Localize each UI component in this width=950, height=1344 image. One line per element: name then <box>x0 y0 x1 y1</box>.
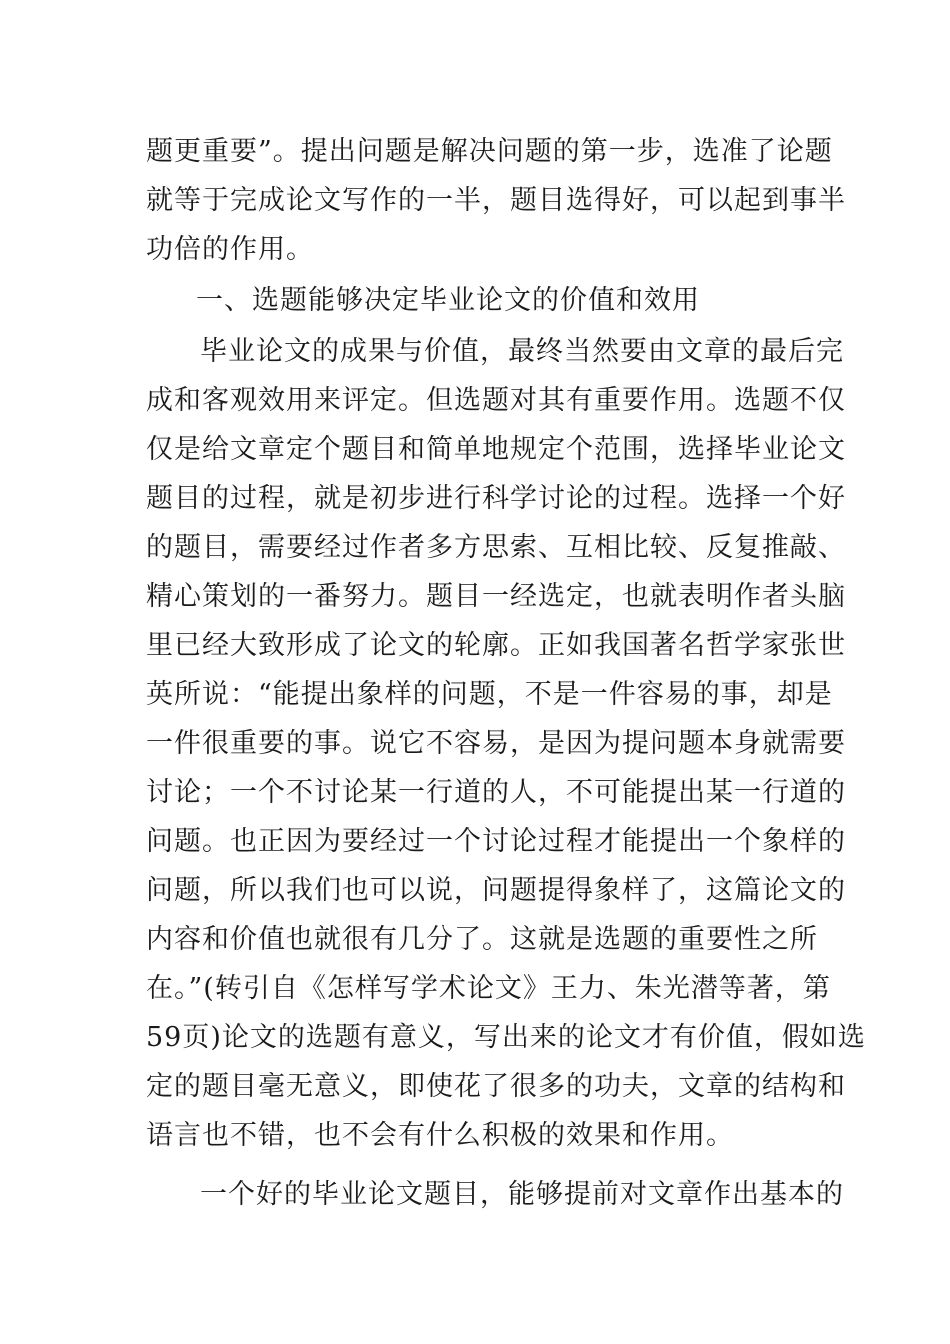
text-line: 讨论；一个不讨论某一行道的人，不可能提出某一行道的 <box>146 777 846 808</box>
paragraph-intro <box>146 127 846 274</box>
text-line: 英所说：“能提出象样的问题，不是一件容易的事，却是 <box>146 679 833 710</box>
heading-line: 一、选题能够决定毕业论文的价值和效用 <box>196 285 700 316</box>
text-line: 功倍的作用。 <box>146 234 314 265</box>
text-line: 语言也不错，也不会有什么积极的效果和作用。 <box>146 1120 734 1151</box>
text-line: 问题，所以我们也可以说，问题提得象样了，这篇论文的 <box>146 875 846 906</box>
text-line: 内容和价值也就很有几分了。这就是选题的重要性之所 <box>146 924 818 955</box>
text-line: 一个好的毕业论文题目，能够提前对文章作出基本的 <box>200 1179 844 1210</box>
text-line: 里已经大致形成了论文的轮廓。正如我国著名哲学家张世 <box>146 630 846 661</box>
paragraph-closing <box>146 1170 844 1219</box>
document-text <box>146 127 866 1219</box>
text-line: 仅是给文章定个题目和简单地规定个范围，选择毕业论文 <box>146 434 846 465</box>
text-line: 问题。也正因为要经过一个讨论过程才能提出一个象样的 <box>146 826 846 857</box>
text-line: 毕业论文的成果与价值，最终当然要由文章的最后完 <box>200 336 844 367</box>
section-heading <box>146 276 806 325</box>
text-line: 的题目，需要经过作者多方思索、互相比较、反复推敲、 <box>146 532 846 563</box>
text-line: 就等于完成论文写作的一半，题目选得好，可以起到事半 <box>146 185 846 216</box>
text-line: 一件很重要的事。说它不容易，是因为提问题本身就需要 <box>146 728 846 759</box>
text-line: 在。”(转引自《怎样写学术论文》王力、朱光潜等著，第 <box>146 973 831 1004</box>
paragraph-body <box>146 327 866 1160</box>
text-line: 精心策划的一番努力。题目一经选定，也就表明作者头脑 <box>146 581 846 612</box>
text-line: 定的题目毫无意义，即使花了很多的功夫，文章的结构和 <box>146 1071 846 1102</box>
text-line: 题目的过程，就是初步进行科学讨论的过程。选择一个好 <box>146 483 846 514</box>
text-line: 成和客观效用来评定。但选题对其有重要作用。选题不仅 <box>146 385 846 416</box>
text-line: 59页)论文的选题有意义，写出来的论文才有价值，假如选 <box>146 1022 866 1053</box>
text-line: 题更重要”。提出问题是解决问题的第一步，选准了论题 <box>146 136 833 167</box>
